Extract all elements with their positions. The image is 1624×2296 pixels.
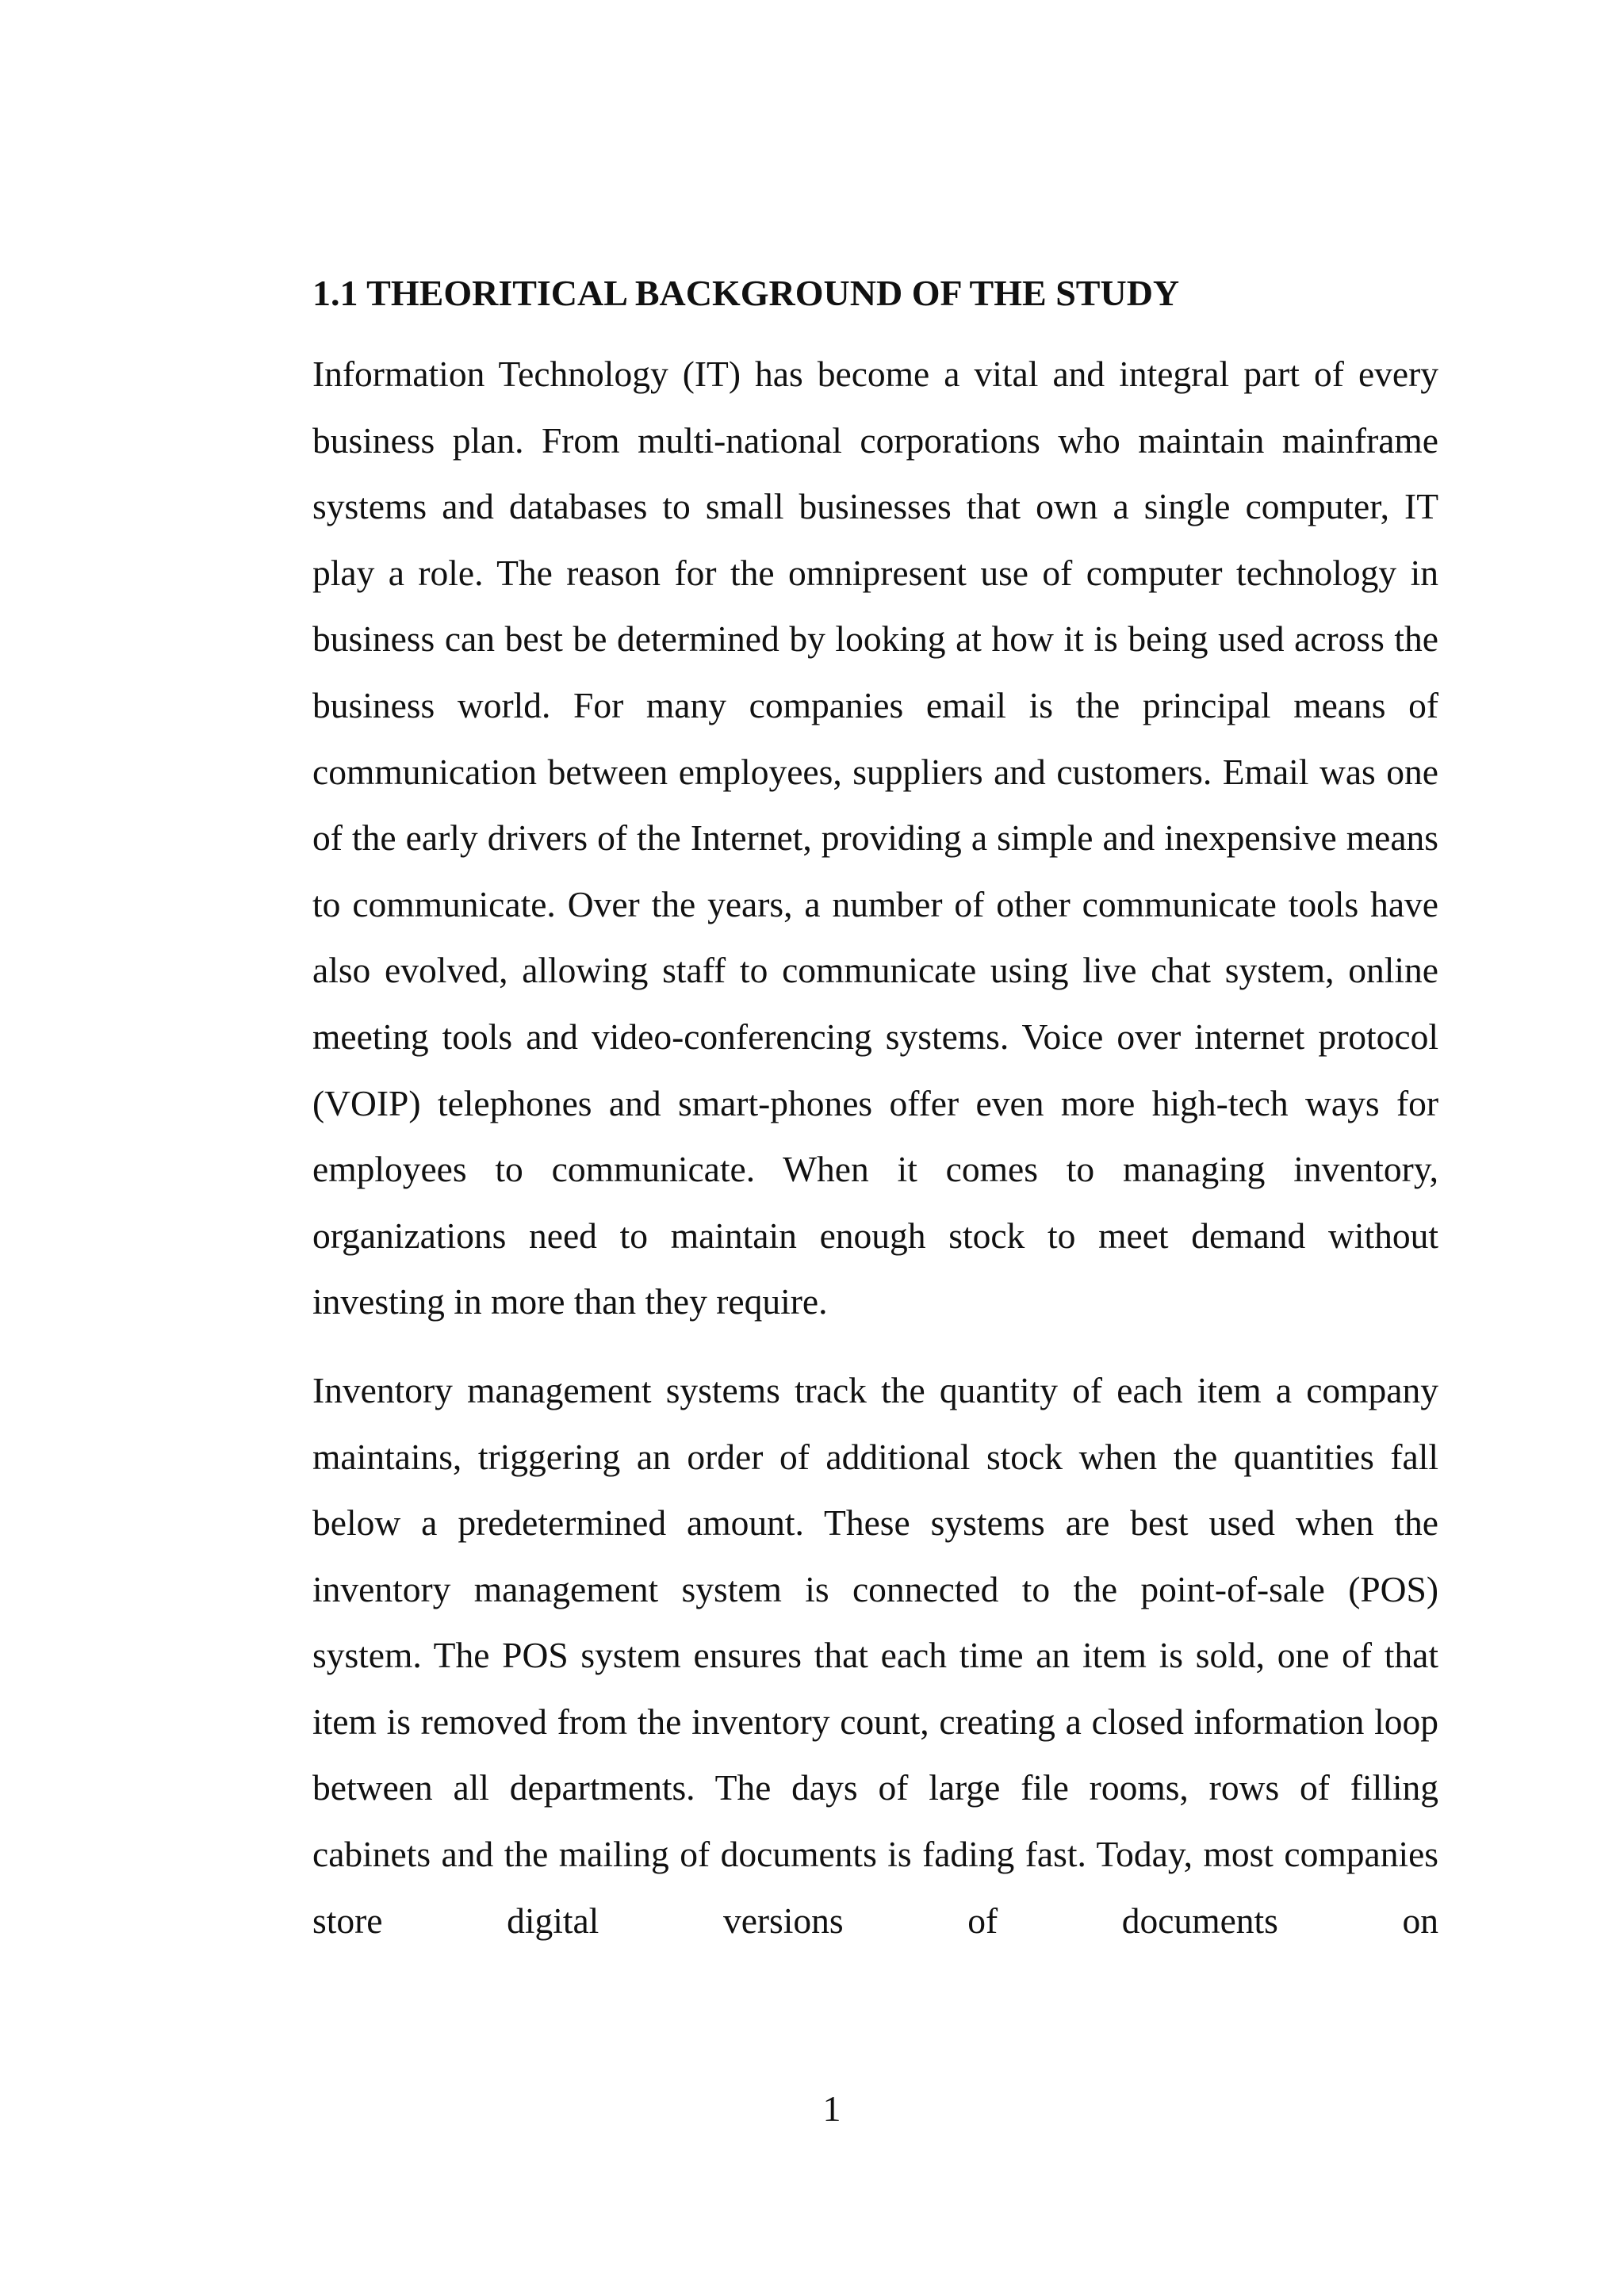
- section-heading: 1.1 THEORITICAL BACKGROUND OF THE STUDY: [312, 273, 1180, 313]
- paragraph-inventory-management: Inventory management systems track the quantity of each item a company maintains, triggering an order of additional stock when the quantities fall below a predetermined amount. These systems are best used when the inventory management system is connected to the point-of-sale (POS) system. The POS system ensures that each time an item is sold, one of that item is removed from the inventory count, creating a closed information loop between all departments. The days of large file rooms, rows of filling cabinets and the mailing of documents is fading fast. Today, most companies store digital versions of documents on: [312, 1369, 1438, 1941]
- page-number: 1: [822, 2088, 841, 2129]
- page-content: [312, 268, 1438, 1954]
- paragraph-it-background: Information Technology (IT) has become a vital and integral part of every business plan. From multi-national corporations who maintain mainframe systems and databases to small businesses that own a single computer, IT play a role. The reason for the omnipresent use of computer technology in business can best be determined by looking at how it is being used across the business world. For many companies email is the principal means of communication between employees, suppliers and customers. Email was one of the early drivers of the Internet, providing a simple and inexpensive means to communicate. Over the years, a number of other communicate tools have also evolved, allowing staff to communicate using live chat system, online meeting tools and video-conferencing systems. Voice over internet protocol (VOIP) telephones and smart-phones offer even more high-tech ways for employees to communicate. When it comes to managing inventory, organizations need to maintain enough stock to meet demand without investing in more than they require.: [312, 354, 1438, 1322]
